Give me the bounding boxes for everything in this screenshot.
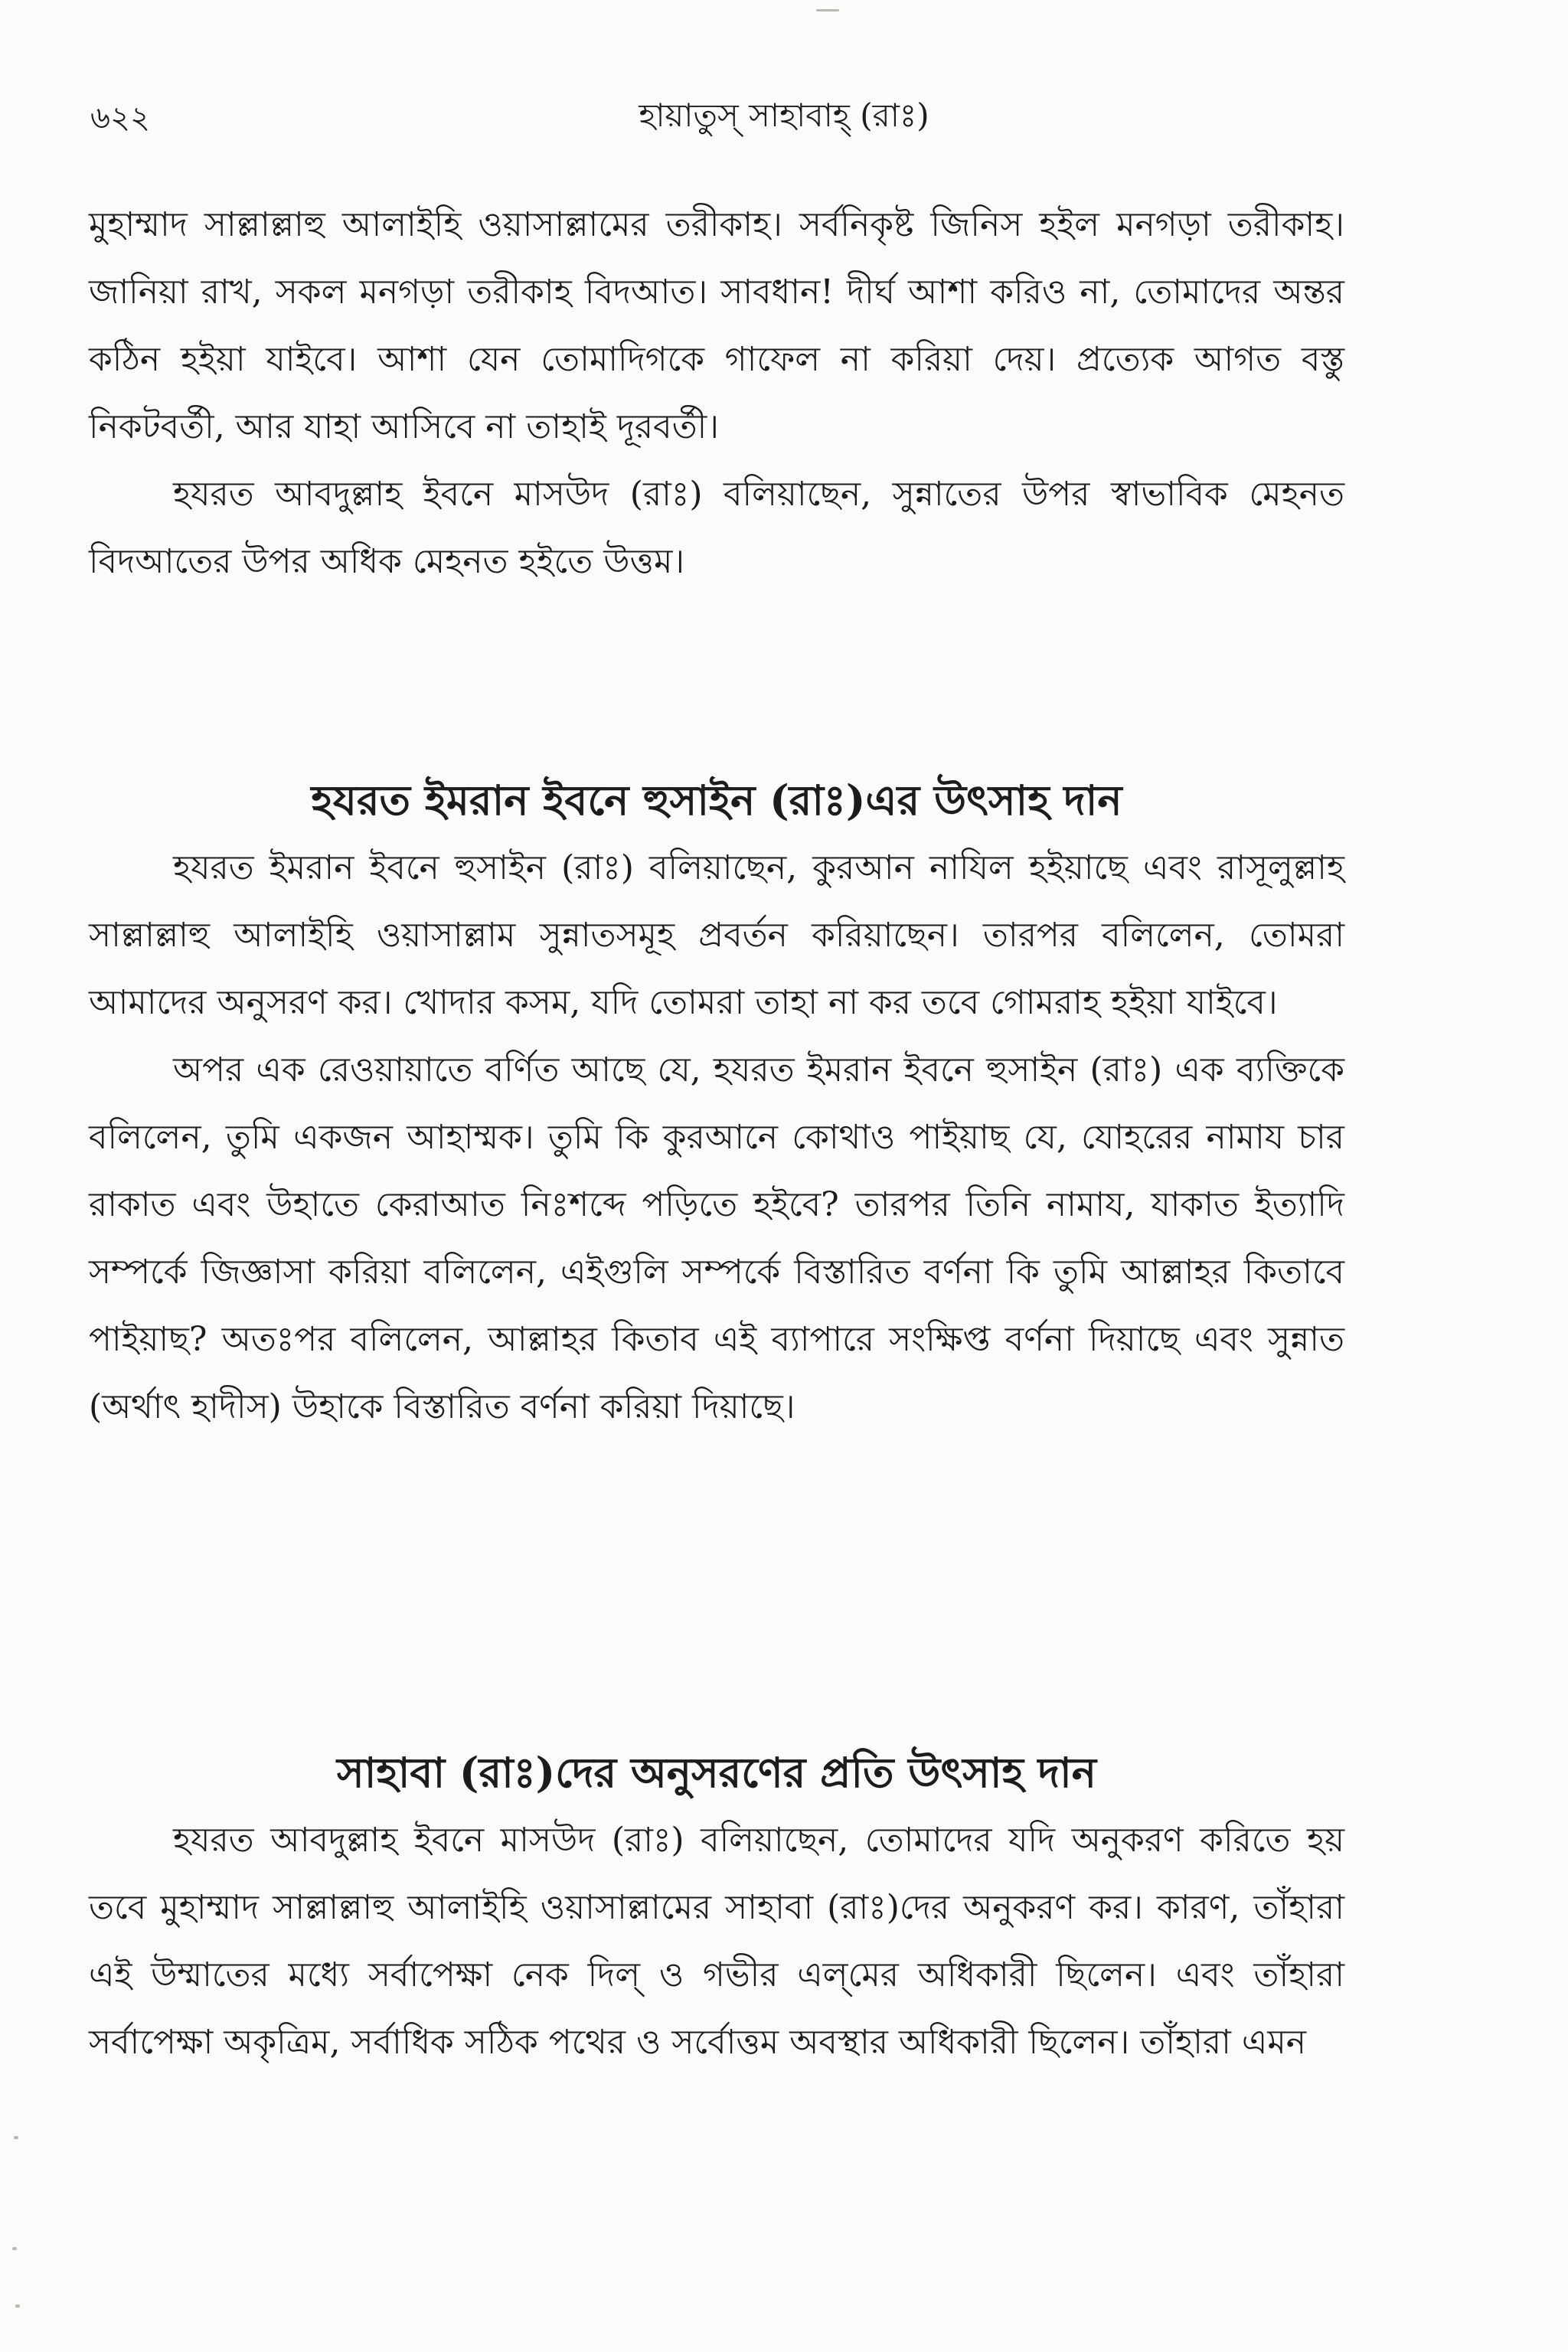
scan-speck	[12, 2247, 17, 2250]
section-paragraph-1: হযরত আবদুল্লাহ ইবনে মাসউদ (রাঃ) বলিয়াছেন, তোমাদের যদি অনুকরণ করিতে হয় তবে মুহাম্মাদ সাল্লাল্লাহু আলাইহি ওয়াসাল্লামের সাহাবা (রাঃ)দের অনুকরণ কর। কারণ, তাঁহারা এই উম্মাতের মধ্যে সর্বাপেক্ষা নেক দিল্ ও গভীর এল্‌মের অধিকারী ছিলেন। এবং তাঁহারা সর্বাপেক্ষা অকৃত্রিম, সর্বাধিক সঠিক পথের ও সর্বোত্তম অবস্থার অধিকারী ছিলেন। তাঁহারা এমন	[89, 1821, 1344, 2062]
section-heading: হযরত ইমরান ইবনে হুসাইন (রাঃ)এর উৎসাহ দান	[311, 776, 1122, 825]
intro-paragraph-2: হযরত আবদুল্লাহ ইবনে মাসউদ (রাঃ) বলিয়াছেন, সুন্নাতের উপর স্বাভাবিক মেহনত বিদআতের উপর অধিক মেহনত হইতে উত্তম।	[89, 475, 1344, 581]
page-number: ৬২২	[90, 100, 151, 136]
scan-speck	[14, 2136, 18, 2139]
intro-paragraph-1: মুহাম্মাদ সাল্লাল্লাহু আলাইহি ওয়াসাল্লামের তরীকাহ। সর্বনিকৃষ্ট জিনিস হইল মনগড়া তরীকাহ। জানিয়া রাখ, সকল মনগড়া তরীকাহ বিদআত। সাবধান! দীর্ঘ আশা করিও না, তোমাদের অন্তর কঠিন হইয়া যাইবে। আশা যেন তোমাদিগকে গাফেল না করিয়া দেয়। প্রত্যেক আগত বস্তু নিকটবর্তী, আর যাহা আসিবে না তাহাই দূরবর্তী।	[89, 205, 1344, 446]
section-paragraph-2: অপর এক রেওয়ায়াতে বর্ণিত আছে যে, হযরত ইমরান ইবনে হুসাইন (রাঃ) এক ব্যক্তিকে বলিলেন, তুমি একজন আহাম্মক। তুমি কি কুরআনে কোথাও পাইয়াছ যে, যোহরের নামায চার রাকাত এবং উহাতে কেরাআত নিঃশব্দে পড়িতে হইবে? তারপর তিনি নামায, যাকাত ইত্যাদি সম্পর্কে জিজ্ঞাসা করিয়া বলিলেন, এইগুলি সম্পর্কে বিস্তারিত বর্ণনা কি তুমি আল্লাহর কিতাবে পাইয়াছ? অতঃপর বলিলেন, আল্লাহর কিতাব এই ব্যাপারে সংক্ষিপ্ত বর্ণনা দিয়াছে এবং সুন্নাত (অর্থাৎ হাদীস) উহাকে বিস্তারিত বর্ণনা করিয়া দিয়াছে।	[89, 1050, 1344, 1426]
intro-section	[89, 191, 1344, 596]
section-paragraph-1: হযরত ইমরান ইবনে হুসাইন (রাঃ) বলিয়াছেন, কুরআন নাযিল হইয়াছে এবং রাসূলুল্লাহ সাল্লাল্লাহু আলাইহি ওয়াসাল্লাম সুন্নাতসমূহ প্রবর্তন করিয়াছেন। তারপর বলিলেন, তোমরা আমাদের অনুসরণ কর। খোদার কসম, যদি তোমরা তাহা না কর তবে গোমরাহ হইয়া যাইবে।	[89, 848, 1344, 1022]
scan-speck	[15, 2305, 20, 2308]
section-heading: সাহাবা (রাঃ)দের অনুসরণের প্রতি উৎসাহ দান	[337, 1748, 1096, 1797]
section-imran	[89, 766, 1344, 1441]
running-header: হায়াতুস্ সাহাবাহ্ (রাঃ)	[639, 96, 929, 134]
scan-speck	[816, 9, 839, 11]
section-sahaba	[89, 1738, 1344, 2076]
